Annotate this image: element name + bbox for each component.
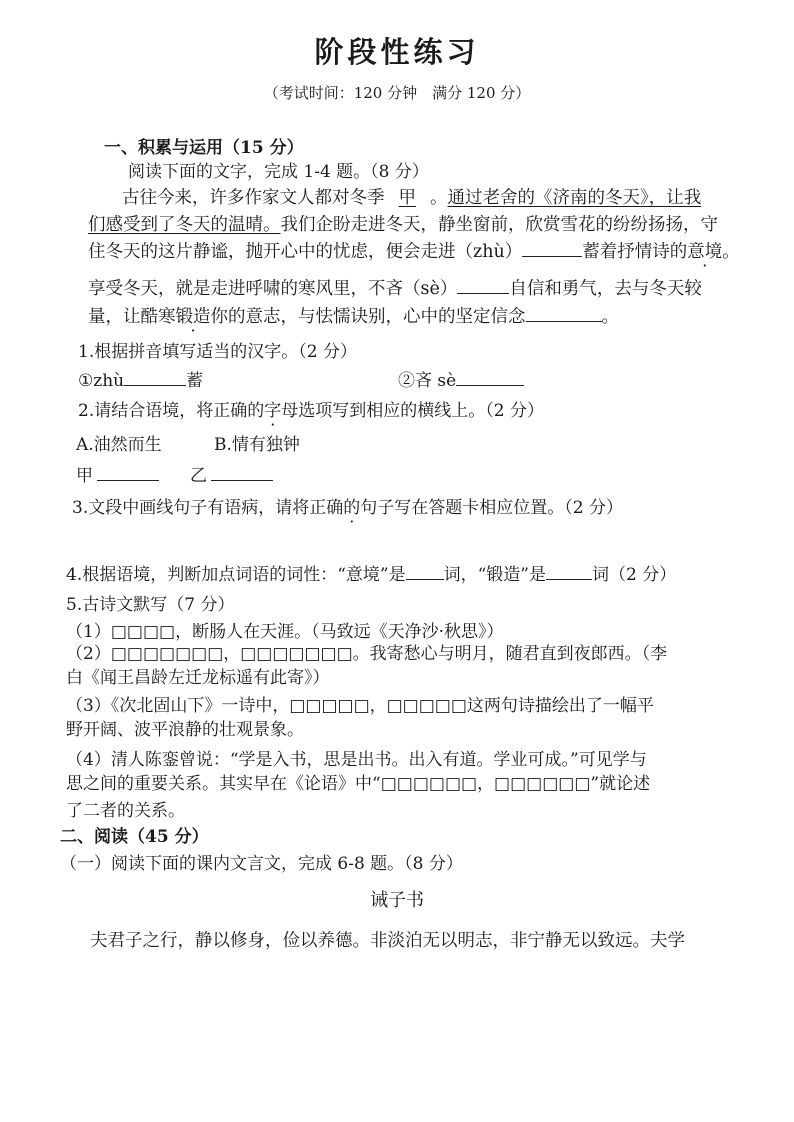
question-2: 2.请结合语境，将正确的字母选项 ·写到相应的横线上。（2 分） [78,400,544,422]
passage-line-1: 古往今来，许多作家文人都对冬季 甲 。通过老舍的《济南的冬天》，让我 [122,188,702,208]
blank-se [457,278,509,294]
underlined-sentence: 通过老舍的《济南的冬天》，让我 [447,188,702,208]
question-3: 3.文段中画线句子有语病，请将正确的句子 ·写在答题卡相应位置。（2 分） [72,497,623,519]
blank-jia: 甲 [398,188,416,208]
section-heading-2: 二、阅读（45 分） [60,827,209,847]
question-5: 5.古诗文默写（7 分） [66,595,235,615]
poem-recall-2-line-1: （2）□□□□□□□，□□□□□□□。我寄愁心与明月，随君直到夜郎西。（李 [66,644,668,664]
blank-zhu [522,241,582,257]
dotted-word-duanzao: 锻造 [175,307,211,327]
question-1: 1.根据拼音填写适当的汉字。（2 分） [78,342,357,362]
poem-recall-3-line-2: 野开阔、波平浪静的壮观景象。 [66,720,304,740]
classical-text-line-1: 夫君子之行，静以修身，俭以养德。非淡泊无以明志，非宁静无以致远。夫学 [90,931,685,951]
passage-line-2: 们感受到了冬天的温晴。我们企盼走进冬天，静坐窗前，欣赏雪花的纷纷扬扬，守 [88,215,718,235]
option-a: A.油然而生 [76,435,162,455]
underlined-sentence-end: 们感受到了冬天的温晴。 [88,215,281,235]
passage-line-4: 享受冬天，就是走进呼啸的寒风里，不吝（sè） 自信和勇气，去与冬天较 [88,279,702,299]
poem-recall-4-line-2: 思之间的重要关系。其实早在《论语》中“□□□□□□，□□□□□□”就论述 [66,774,651,794]
answer-jia: 甲 [76,465,159,487]
classical-text-title: 诫子书 [370,890,424,911]
reading-instruction: 阅读下面的文字，完成 1-4 题。（8 分） [128,162,429,182]
poem-recall-4-line-3: 了二者的关系。 [66,801,185,821]
poem-recall-1: （1）□□□□，断肠人在天涯。（马致远《天净沙·秋思》） [66,622,504,642]
poem-recall-3-line-1: （3）《次北固山下》一诗中，□□□□□，□□□□□这两句诗描绘出了一幅平 [66,696,654,716]
answer-blank-duanzao[interactable] [546,564,592,580]
page-title: 阶段性练习 [314,35,480,69]
passage-line-3: 住冬天的这片静谧，抛开心中的忧虑，便会走进（zhù） 蓄着抒情诗的意境。 [88,242,740,262]
question-1-answer-b: ②吝 sè [398,370,524,392]
answer-yi: 乙 [190,465,273,487]
poem-recall-2-line-2: 白《闻王昌龄左迁龙标遥有此寄》） [66,668,330,688]
question-4: 4.根据语境，判断加点词语的词性：“意境”是 词，“锻造”是 词（2 分） [66,565,677,585]
reading-subsection-1: （一）阅读下面的课内文言文，完成 6-8 题。（8 分） [60,854,463,874]
answer-blank-yijing[interactable] [406,564,444,580]
answer-blank-jia[interactable] [97,465,159,481]
poem-recall-4-line-1: （4）清人陈銮曾说：“学是入书，思是出书。出入有道。学业可成。”可见学与 [66,750,647,770]
blank-xinnian [526,306,602,322]
passage-line-5: 量，让酷寒锻造你的意志，与怯懦诀别，心中的坚定信念 。 [88,307,619,327]
exam-info: （考试时间：120 分钟 满分 120 分） [263,84,531,102]
section-heading-1: 一、积累与运用（15 分） [104,138,304,158]
question-1-answers: ①zhù 蓄 [78,371,204,391]
option-b: B.情有独钟 [214,435,300,455]
answer-blank-zhu[interactable] [124,370,186,386]
answer-blank-se[interactable] [456,370,524,386]
dotted-word-yijing: 意境 [687,242,723,262]
answer-blank-yi[interactable] [211,465,273,481]
